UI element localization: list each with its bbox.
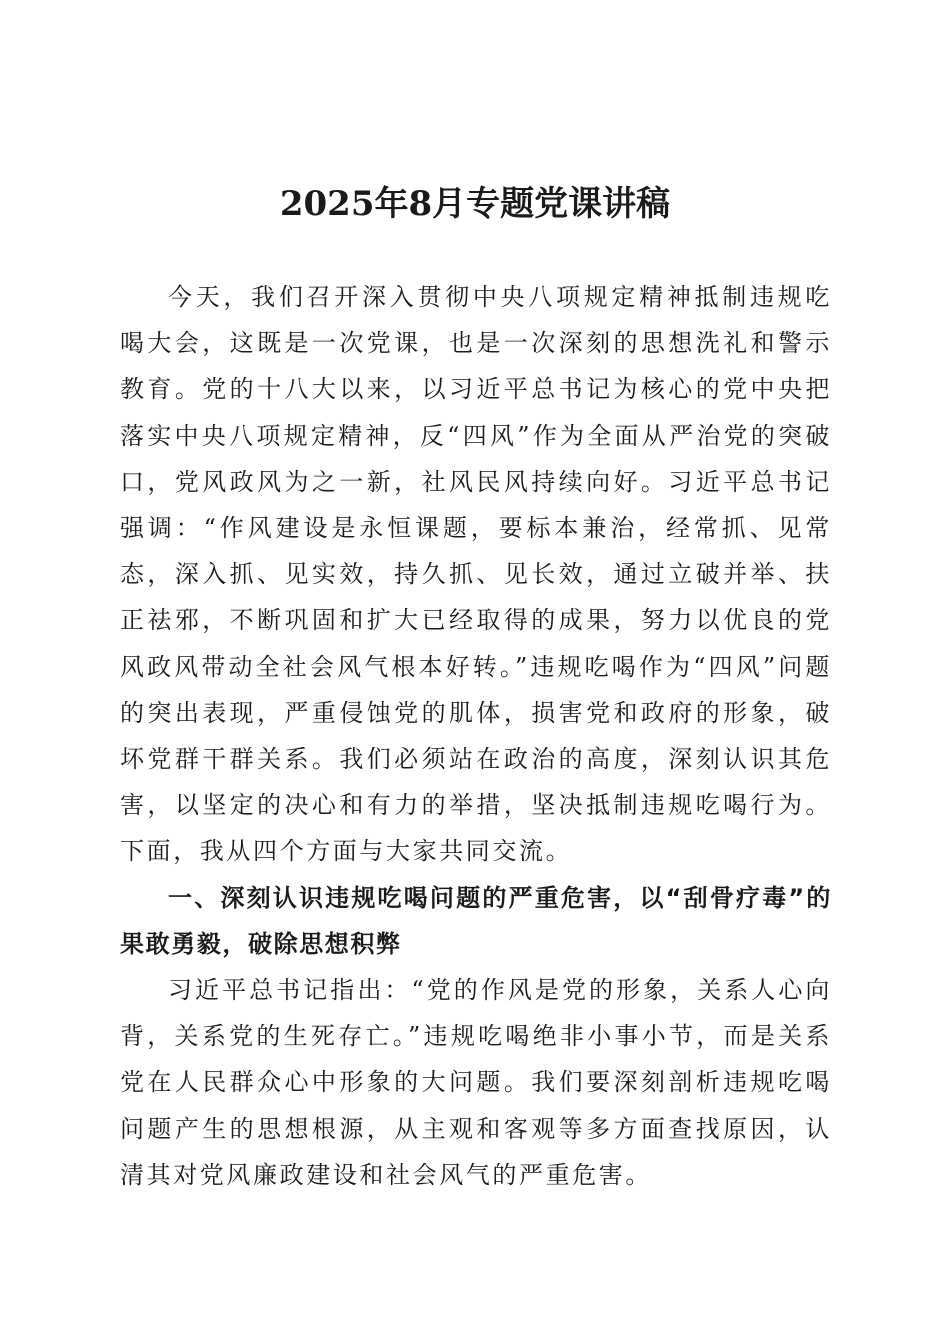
intro-paragraph: 今天，我们召开深入贯彻中央八项规定精神抵制违规吃喝大会，这既是一次党课，也是一次深刻的思想洗礼和警示教育。党的十八大以来，以习近平总书记为核心的党中央把落实中央八项规定精神，反“四风”作为全面从严治党的突破口，党风政风为之一新，社风民风持续向好。习近平总书记强调：“作风建设是永恒课题，要标本兼治，经常抓、见常态，深入抓、见实效，持久抓、见长效，通过立破并举、扶正祛邪，不断巩固和扩大已经取得的成果，努力以优良的党风政风带动全社会风气根本好转。”违规吃喝作为“四风”问题的突出表现，严重侵蚀党的肌体，损害党和政府的形象，破坏党群干群关系。我们必须站在政治的高度，深刻认识其危害，以坚定的决心和有力的举措，坚决抵制违规吃喝行为。下面，我从四个方面与大家共同交流。 bbox=[120, 283, 832, 866]
document-title: 2025年8月专题党课讲稿 bbox=[279, 184, 671, 224]
document-body bbox=[120, 274, 832, 1198]
section-heading: 一、深刻认识违规吃喝问题的严重危害，以“刮骨疗毒”的果敢勇毅，破除思想积弊 bbox=[120, 883, 832, 958]
section-paragraph: 习近平总书记指出：“党的作风是党的形象，关系人心向背，关系党的生死存亡。”违规吃喝绝非小事小节，而是关系党在人民群众心中形象的大问题。我们要深刻剖析违规吃喝问题产生的思想根源，从主观和客观等多方面查找原因，认清其对党风廉政建设和社会风气的严重危害。 bbox=[120, 976, 832, 1189]
